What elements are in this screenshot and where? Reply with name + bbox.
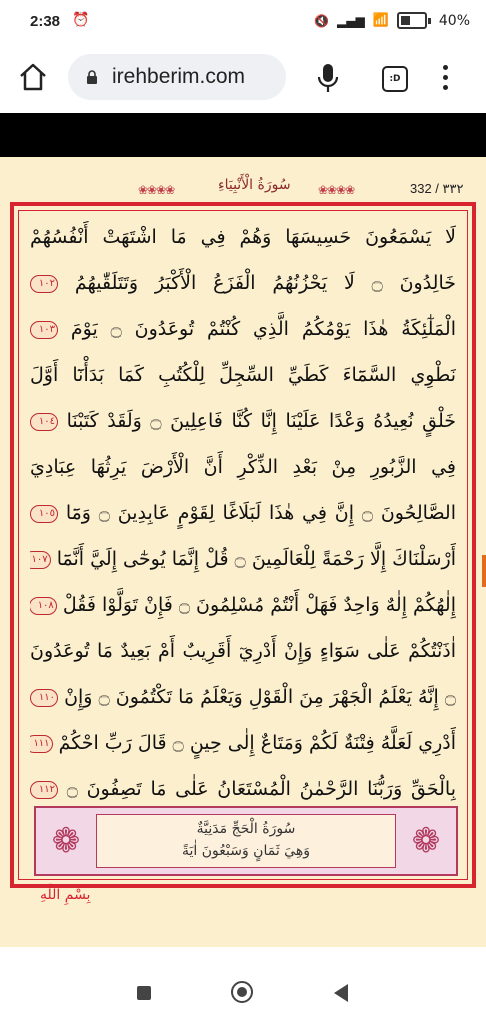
verse-text: إِلٰهُكُمْ إِلٰهٌ وَاحِدٌ فَهَلْ أَنْتُمْ مُسْلِمُونَ ۝ فَإِنْ تَوَلَّوْا فَقُلْ bbox=[62, 594, 456, 616]
microphone-icon[interactable] bbox=[316, 62, 340, 94]
verse-line bbox=[30, 214, 456, 260]
banner-ornament-left: ❁ bbox=[51, 821, 81, 861]
battery-icon bbox=[397, 12, 427, 29]
page-top-band bbox=[0, 113, 486, 157]
home-icon[interactable] bbox=[18, 62, 48, 92]
address-bar[interactable] bbox=[68, 54, 286, 100]
next-surah-title: سُورَةُ الْحَجِّ مَدَنِيَّةٌ bbox=[196, 821, 296, 837]
url-text: irehberim.com bbox=[112, 65, 246, 88]
verse-line bbox=[30, 398, 456, 444]
verse-text: بِالْحَقِّ وَرَبُّنَا الرَّحْمٰنُ الْمُسْتَعَانُ عَلٰى مَا تَصِفُونَ ۝ bbox=[66, 778, 456, 800]
ayah-number: ١٠٤ bbox=[30, 413, 58, 431]
browser-toolbar bbox=[0, 46, 486, 110]
wifi-icon: 📶 bbox=[372, 13, 389, 28]
verse-line bbox=[30, 674, 456, 720]
verse-text: أَرْسَلْنَاكَ إِلَّا رَحْمَةً لِلْعَالَمِينَ ۝ قُلْ إِنَّمَا يُوحٰٓى إِلَيَّ أَنَّمَٓا bbox=[56, 548, 456, 570]
verse-text: خَالِدُونَ ۝ لَا يَحْزُنُهُمُ الْفَزَعُ الْأَكْبَرُ وَتَتَلَقّٰيهُمُ bbox=[74, 272, 456, 294]
ornament-right: ❀❀❀❀ bbox=[318, 183, 355, 197]
ayah-number: ١١٢ bbox=[30, 781, 58, 799]
more-menu-icon[interactable] bbox=[440, 62, 450, 94]
surah-banner bbox=[34, 806, 458, 876]
banner-text bbox=[96, 814, 396, 868]
verse-line bbox=[30, 260, 456, 306]
navigation-bar bbox=[0, 960, 486, 1024]
ayah-number: ١١٠ bbox=[30, 689, 58, 707]
mushaf-page bbox=[0, 157, 486, 947]
home-button[interactable] bbox=[231, 981, 253, 1003]
bismillah: بِسْمِ اللّٰهِ bbox=[40, 887, 91, 903]
alarm-icon: ⏰ bbox=[72, 12, 90, 28]
status-bar bbox=[0, 0, 486, 46]
signal-icon: ▂▄▆ bbox=[336, 13, 365, 28]
status-time: 2:38 bbox=[30, 13, 61, 30]
text-frame bbox=[10, 202, 476, 888]
verse-text: لَا يَسْمَعُونَ حَسِيسَهَا وَهُمْ فِي مَا اشْتَهَتْ أَنْفُسُهُمْ bbox=[30, 226, 456, 248]
verse-line bbox=[30, 352, 456, 398]
ayah-number: ١٠٧ bbox=[30, 551, 51, 569]
banner-ornament-right: ❁ bbox=[411, 821, 441, 861]
ornament-left: ❀❀❀❀ bbox=[138, 183, 175, 197]
verse-text: الصَّالِحُونَ ۝ إِنَّ فِي هٰذَا لَبَلَاغًا لِقَوْمٍ عَابِدِينَ ۝ وَمَٓا bbox=[65, 502, 456, 524]
battery-tip bbox=[428, 18, 431, 24]
verse-text: نَطْوِي السَّمَٓاءَ كَطَيِّ السِّجِلِّ لِلْكُتُبِ كَمَا بَدَأْنَٓا أَوَّلَ bbox=[30, 364, 456, 386]
verse-line bbox=[30, 720, 456, 766]
verse-text: أَدْرِي لَعَلَّهُ فِتْنَةٌ لَكُمْ وَمَتَاعٌ إِلٰى حِينٍ ۝ قَالَ رَبِّ احْكُمْ bbox=[58, 732, 456, 754]
ayah-number: ١٠٢ bbox=[30, 275, 58, 293]
status-icons bbox=[314, 12, 470, 29]
verse-line bbox=[30, 582, 456, 628]
ayah-number: ١٠٣ bbox=[30, 321, 58, 339]
verses bbox=[30, 214, 456, 812]
verse-text: فِي الزَّبُورِ مِنْ بَعْدِ الذِّكْرِ أَنَّ الْأَرْضَ يَرِثُهَا عِبَادِيَ bbox=[30, 456, 456, 478]
verse-line bbox=[30, 490, 456, 536]
ayah-number: ١٠٥ bbox=[30, 505, 58, 523]
next-surah-subtitle: وَهِيَ ثَمَانٍ وَسَبْعُونَ اٰيَةً bbox=[182, 843, 310, 859]
verse-text: ۝ إِنَّهُ يَعْلَمُ الْجَهْرَ مِنَ الْقَوْلِ وَيَعْلَمُ مَا تَكْتُمُونَ ۝ وَإِنْ bbox=[64, 686, 456, 708]
verse-line bbox=[30, 536, 456, 582]
ayah-number: ١١١ bbox=[30, 735, 53, 753]
mute-icon: 🔇 bbox=[314, 13, 329, 28]
verse-line bbox=[30, 628, 456, 674]
surah-title: سُورَةُ الْأَنْبِيَاءِ bbox=[218, 177, 291, 193]
page-header bbox=[0, 177, 486, 203]
page-number: 332 / ٣٣٢ bbox=[410, 181, 464, 196]
tab-switcher-button[interactable]: :D bbox=[382, 66, 408, 92]
recent-apps-button[interactable] bbox=[137, 986, 151, 1000]
verse-line bbox=[30, 306, 456, 352]
verse-text: اٰذَنْتُكُمْ عَلٰى سَوَٓاءٍ وَإِنْ أَدْرِيٓ أَقَرِيبٌ أَمْ بَعِيدٌ مَا تُوعَدُونَ bbox=[30, 640, 456, 662]
back-button[interactable] bbox=[334, 984, 348, 1002]
verse-line bbox=[30, 444, 456, 490]
lock-icon bbox=[86, 70, 98, 84]
verse-text: الْمَلٰٓئِكَةُ هٰذَا يَوْمُكُمُ الَّذِي كُنْتُمْ تُوعَدُونَ ۝ يَوْمَ bbox=[70, 318, 456, 340]
scrollbar[interactable] bbox=[482, 555, 486, 587]
verse-text: خَلْقٍ نُعِيدُهُ وَعْدًا عَلَيْنَا إِنَّا كُنَّا فَاعِلِينَ ۝ وَلَقَدْ كَتَبْنَا bbox=[66, 410, 456, 432]
battery-percent: 40% bbox=[438, 12, 470, 29]
ayah-number: ١٠٨ bbox=[30, 597, 57, 615]
